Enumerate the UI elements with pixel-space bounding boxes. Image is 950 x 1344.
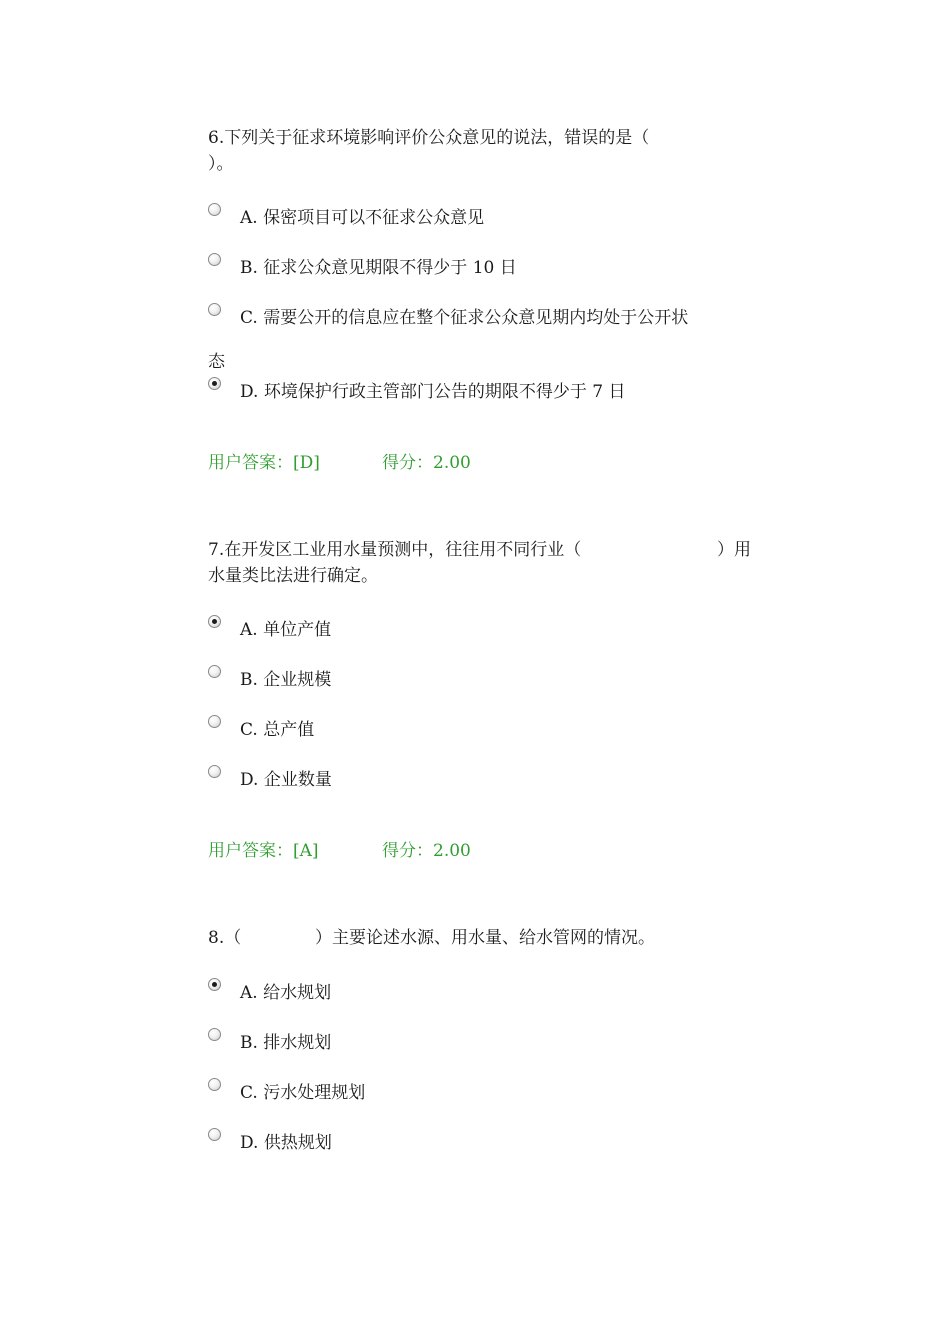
option-label: D. 环境保护行政主管部门公告的期限不得少于 7 日 [240,382,626,402]
option-label: C. 需要公开的信息应在整个征求公众意见期内均处于公开状 [240,308,689,328]
radio-button-icon[interactable] [208,665,221,678]
radio-button-icon[interactable] [208,765,221,778]
radio-button-icon[interactable] [208,303,221,316]
radio-button-icon[interactable] [208,253,221,266]
question-6-option-d[interactable] [208,377,625,407]
question-8-option-d[interactable] [208,1128,332,1158]
question-8-text-end: ）主要论述水源、用水量、给水管网的情况。 [315,928,655,948]
option-label: B. 征求公众意见期限不得少于 10 日 [240,258,517,278]
question-6-text: 6.下列关于征求环境影响评价公众意见的说法，错误的是（ [208,128,650,148]
question-7-text: 7.在开发区工业用水量预测中，往往用不同行业（ [208,540,582,560]
question-8-option-a[interactable] [208,978,331,1008]
question-6-option-c[interactable] [208,303,688,333]
question-6-option-c-wrap: 态 [208,352,225,372]
option-label: D. 企业数量 [240,770,332,790]
option-label: B. 企业规模 [240,670,332,690]
question-7-option-c[interactable] [208,715,314,745]
radio-button-selected-icon[interactable] [208,615,221,628]
radio-button-icon[interactable] [208,1128,221,1141]
question-8-text: 8.（ [208,928,242,948]
question-6-option-a[interactable] [208,203,484,233]
question-8-option-c[interactable] [208,1078,365,1108]
radio-button-icon[interactable] [208,715,221,728]
question-7-user-answer: 用户答案：[A] [208,841,319,861]
option-label: A. 保密项目可以不征求公众意见 [240,208,485,228]
question-7-option-b[interactable] [208,665,331,695]
question-7-score: 得分：2.00 [382,841,471,861]
question-6-option-b[interactable] [208,253,517,283]
question-7-option-a[interactable] [208,615,331,645]
option-label: A. 单位产值 [240,620,332,640]
option-label: A. 给水规划 [240,983,332,1003]
question-7-text-end: ）用 [717,540,751,560]
option-label: C. 总产值 [240,720,315,740]
question-7-option-d[interactable] [208,765,332,795]
question-7-text-continued: 水量类比法进行确定。 [208,566,378,586]
option-label: C. 污水处理规划 [240,1083,366,1103]
question-6-user-answer: 用户答案：[D] [208,453,320,473]
option-label: B. 排水规划 [240,1033,332,1053]
option-label: D. 供热规划 [240,1133,332,1153]
question-8-option-b[interactable] [208,1028,331,1058]
radio-button-selected-icon[interactable] [208,978,221,991]
radio-button-icon[interactable] [208,203,221,216]
radio-button-icon[interactable] [208,1028,221,1041]
question-6-text-continued: ）。 [208,154,234,174]
question-6-score: 得分：2.00 [382,453,471,473]
radio-button-selected-icon[interactable] [208,377,221,390]
radio-button-icon[interactable] [208,1078,221,1091]
